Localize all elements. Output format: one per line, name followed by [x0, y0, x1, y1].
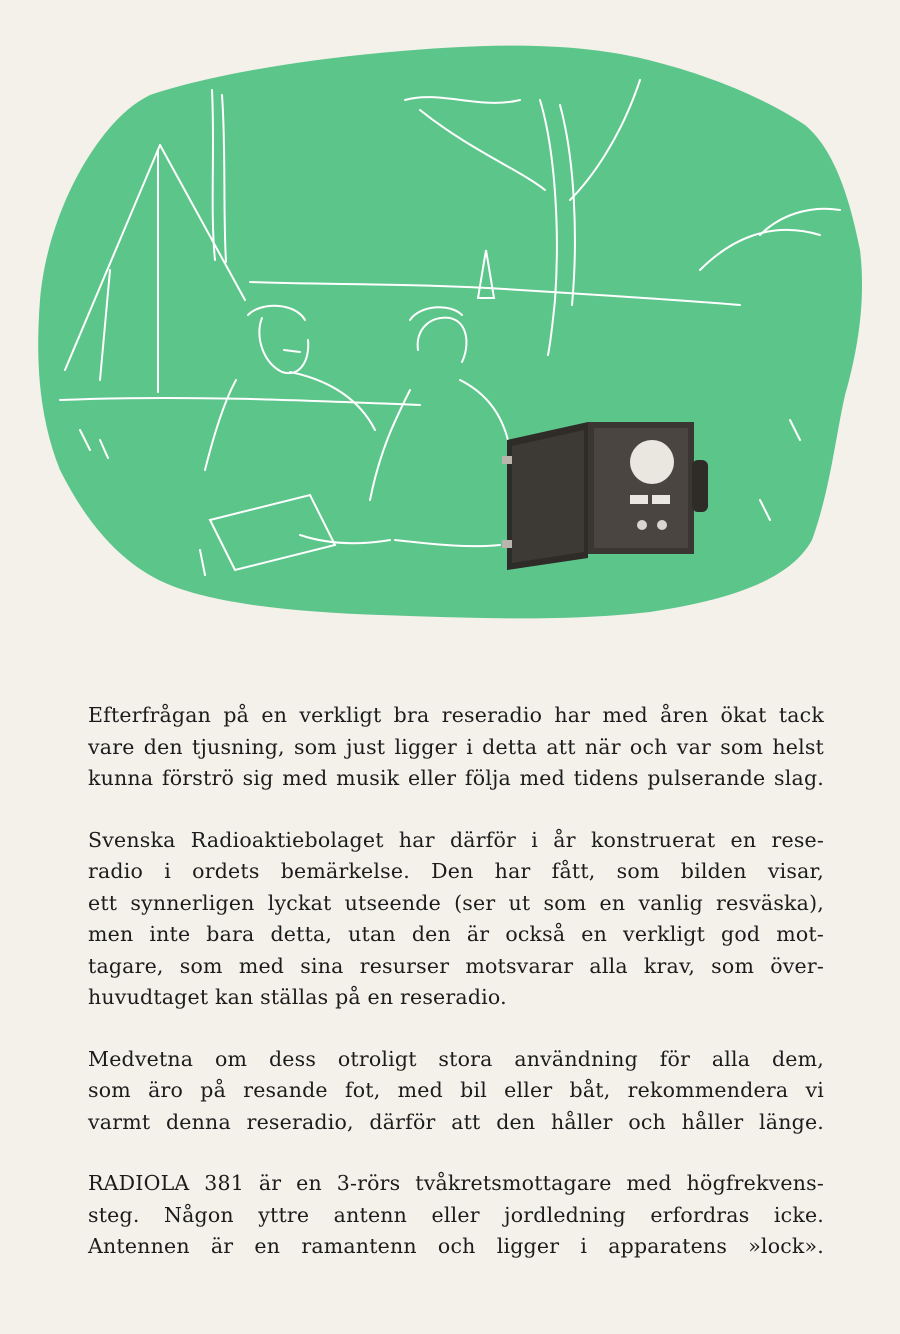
text-line: Medvetna om dess otroligt stora användning för alla dem, — [88, 1046, 824, 1071]
paragraph-intro — [88, 700, 824, 795]
text-line: Efterfrågan på en verkligt bra reseradio har med åren ökat tack — [88, 703, 824, 727]
text-line: kunna förströ sig med musik eller följa med tidens pulserande slag. — [88, 766, 824, 790]
paragraph-recommendation — [88, 1044, 824, 1139]
radio-suitcase-icon — [502, 422, 708, 570]
body-text — [88, 700, 824, 1293]
text-line: Antennen är en ramantenn och ligger i apparatens »lock». — [88, 1234, 824, 1258]
text-line: men inte bara detta, utan den är också en verkligt god mot- — [88, 922, 824, 946]
text-line: tagare, som med sina resurser motsvarar alla krav, som över- — [88, 953, 824, 978]
text-line: ett synnerligen lyckat utseende (ser ut som en vanlig resväska), — [88, 890, 824, 915]
text-line: vare den tjusning, som just ligger i detta att när och var som helst — [88, 734, 824, 759]
text-line: varmt denna reseradio, därför att den håller och håller länge. — [88, 1109, 824, 1134]
text-line: som äro på resande fot, med bil eller båt, rekommendera vi — [88, 1078, 824, 1102]
text-line-last: huvudtaget kan ställas på en reseradio. — [88, 985, 507, 1009]
paragraph-specs — [88, 1168, 824, 1263]
text-line: Svenska Radioaktiebolaget har därför i år konstruerat en rese- — [88, 827, 824, 852]
picnic-illustration — [0, 0, 900, 640]
text-line: steg. Någon yttre antenn eller jordledning erfordras icke. — [88, 1202, 824, 1227]
paragraph-company — [88, 825, 824, 1014]
text-line: radio i ordets bemärkelse. Den har fått, som bilden visar, — [88, 859, 824, 883]
text-line: RADIOLA 381 är en 3-rörs tvåkretsmottagare med högfrekvens- — [88, 1171, 824, 1195]
